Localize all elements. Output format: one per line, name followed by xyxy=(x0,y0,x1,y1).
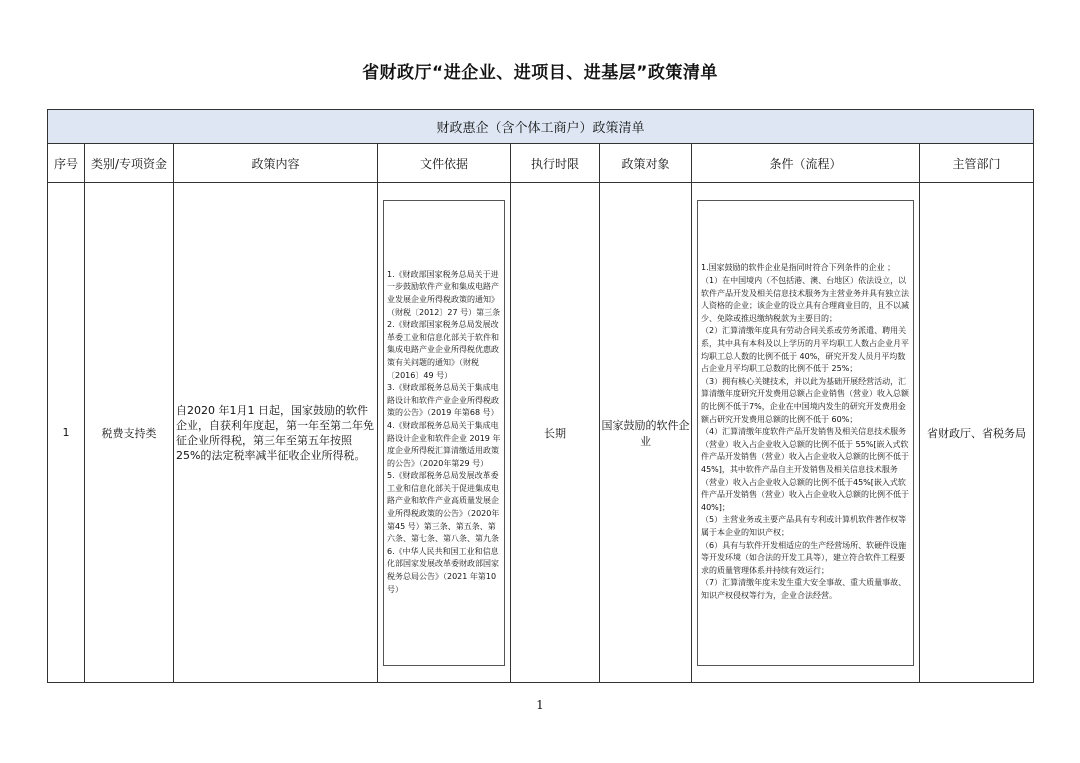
section-title: 财政惠企（含个体工商户）政策清单 xyxy=(48,110,1034,144)
conditions-box xyxy=(697,200,914,666)
header-content: 政策内容 xyxy=(174,144,378,183)
header-category: 类别/专项资金 xyxy=(85,144,174,183)
header-target: 政策对象 xyxy=(600,144,692,183)
row-target: 国家鼓励的软件企业 xyxy=(600,183,692,683)
header-conditions: 条件（流程） xyxy=(692,144,920,183)
row-conditions-text: 1.国家鼓励的软件企业是指同时符合下列条件的企业 ； （1）在中国境内（不包括港、澳、台地区）依法设立，以软件产品开发及相关信息技术服务为主营业务并具有独立法人资格的企业；该企业的设立具有合理商业目的，且不以减少、免除或推迟缴纳税款为主要目的； （2）汇算清缴年度具有劳动合同关系或劳务派遣、聘用关系，其中具有本科及以上学历的月平均职工人数占企业月平均职工总人数的比例不低于 40%，研究开发人员月平均数占企业月平均职工总数的比例不低于 25%； （3）拥有核心关键技术，并以此为基础开展经营活动，汇算清缴年度研究开发费用总额占企业销售（营业）收入总额的比例不低于7%，企业在中国境内发生的研究开发费用金额占研究开发费用总额的比例不低于 60%； （4）汇算清缴年度软件产品开发销售及相关信息技术服务（营业）收入占企业收入总额的比例不低于 55%[嵌入式软件产品开发销售（营业）收入占企业收入总额的比例不低于45%]，其中软件产品自主开发销售及相关信息技术服务（营业）收入占企业收入总额的比例不低于45%[嵌入式软件产品开发销售（营业）收入占企业收入总额的比例不低于40%]； （5）主营业务或主要产品具有专利或计算机软件著作权等属于本企业的知识产权； （6）具有与软件开发相适应的生产经营场所、软硬件设施等开发环境（如合法的开发工具等），建立符合软件工程要求的质量管理体系并持续有效运行； （7）汇算清缴年度未发生重大安全事故、重大质量事故、知识产权侵权等行为，企业合法经营。 xyxy=(701,263,909,600)
row-department: 省财政厅、省税务局 xyxy=(920,183,1034,683)
row-policy-content: 自2020 年1月1 日起，国家鼓励的软件企业，自获利年度起，第一年至第二年免征企业所得税，第三年至第五年按照 25%的法定税率减半征收企业所得税。 xyxy=(174,183,378,683)
header-department: 主管部门 xyxy=(920,144,1034,183)
basis-box xyxy=(383,200,505,666)
page-number: 1 xyxy=(536,698,544,712)
policy-table xyxy=(47,109,1034,683)
row-basis-text: 1.《财政部国家税务总局关于进一步鼓励软件产业和集成电路产业发展企业所得税政策的通知》（财税〔2012〕27 号）第三条 2.《财政部国家税务总局发展改革委工业和信息化部关于软件和集成电路产业企业所得税优惠政策有关问题的通知》（财税〔2016〕49 号） 3.《财政部税务总局关于集成电路设计和软件产业企业所得税政策的公告》（2019 年第68 号） 4.《财政部税务总局关于集成电路设计企业和软件企业 2019 年度企业所得税汇算清缴适用政策的公告》（2020年第29 号） 5.《财政部税务总局发展改革委工业和信息化部关于促进集成电路产业和软件产业高质量发展企业所得税政策的公告》（2020年第45 号）第三条、第五条、第六条、第七条、第八条、第九条 6.《中华人民共和国工业和信息化部国家发展改革委财政部国家税务总局公告》（2021 年第10号） xyxy=(387,269,501,594)
table-header-row xyxy=(48,144,1034,183)
table-row xyxy=(48,183,1034,683)
row-conditions-cell xyxy=(692,183,920,683)
header-basis: 文件依据 xyxy=(378,144,511,183)
row-period: 长期 xyxy=(511,183,600,683)
row-category: 税费支持类 xyxy=(85,183,174,683)
row-basis-cell xyxy=(378,183,511,683)
header-period: 执行时限 xyxy=(511,144,600,183)
document-title: 省财政厅“进企业、进项目、进基层”政策清单 xyxy=(362,63,718,83)
row-index: 1 xyxy=(48,183,85,683)
header-index: 序号 xyxy=(48,144,85,183)
